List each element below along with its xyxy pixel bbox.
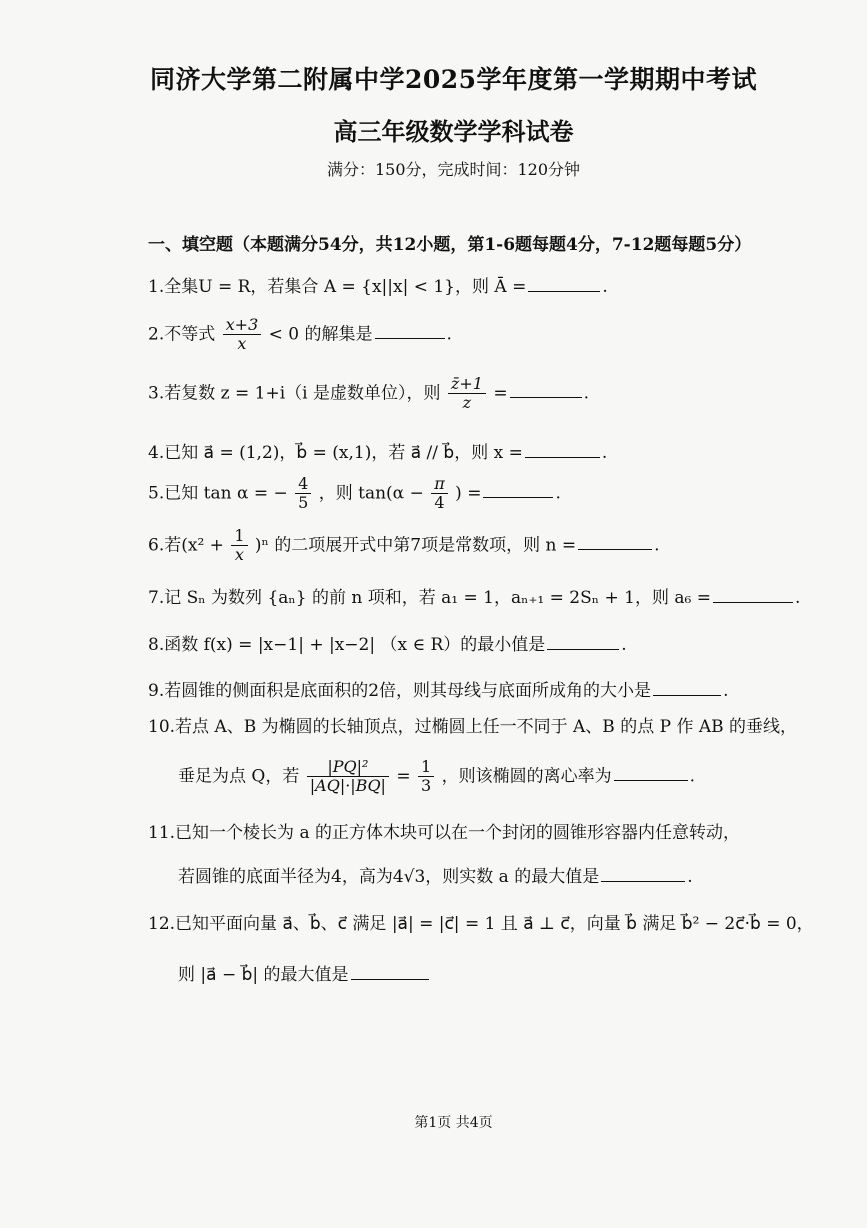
answer-blank bbox=[713, 601, 793, 603]
question-number: 9. bbox=[148, 681, 165, 701]
fraction-denominator: 3 bbox=[421, 776, 432, 796]
question-text: 已知一个棱长为 a 的正方体木块可以在一个封闭的圆锥形容器内任意转动， bbox=[175, 823, 740, 843]
fraction-denominator: z bbox=[462, 393, 472, 413]
fraction bbox=[307, 758, 389, 796]
question-text: < 0 的解集是 bbox=[268, 324, 373, 345]
question-text: 记 Sₙ 为数列 {aₙ} 的前 n 项和，若 a₁ = 1，aₙ₊₁ = 2Sₙ + 1，则 a₆ = bbox=[164, 588, 711, 608]
fraction-numerator: 1 bbox=[418, 758, 434, 777]
answer-blank bbox=[375, 337, 445, 339]
question-5: 5.已知 tan α = − $\frac{4}{5}$ ，则 tan(α − $\frac{\pi}{4}$ ) = . bbox=[148, 474, 561, 513]
fraction-numerator: 1 bbox=[231, 527, 247, 546]
question-text: 若圆锥的底面半径为4，高为4√3，则实数 a 的最大值是 bbox=[178, 867, 600, 887]
fraction bbox=[431, 475, 448, 513]
question-7: 7.记 Sₙ 为数列 {aₙ} 的前 n 项和，若 a₁ = 1，aₙ₊₁ = 2Sₙ + 1，则 a₆ = . bbox=[148, 588, 801, 608]
fraction bbox=[448, 375, 486, 413]
question-text: ) = bbox=[455, 483, 482, 504]
question-text: = bbox=[493, 383, 508, 404]
answer-blank bbox=[614, 779, 688, 781]
question-12-line-2 bbox=[178, 960, 431, 985]
fraction-denominator: 5 bbox=[298, 493, 309, 513]
section-heading: 一、填空题（本题满分54分，共12小题，第1-6题每题4分，7-12题每题5分） bbox=[148, 235, 752, 255]
exam-subtitle: 高三年级数学学科试卷 bbox=[333, 117, 574, 146]
question-text: 函数 f(x) = |x−1| + |x−2| （x ∈ R）的最小值是 bbox=[164, 635, 546, 655]
question-text: 若圆锥的侧面积是底面积的2倍，则其母线与底面所成角的大小是 bbox=[164, 681, 652, 701]
question-10-line-2: 垂足为点 Q，若 $\frac{\text{|PQ|²}}{|AQ|\cdot|BQ|}$ = $\frac{1}{3}$ ，则该椭圆的离心率为 . bbox=[178, 757, 696, 796]
fraction-numerator: |PQ|² bbox=[307, 758, 389, 777]
question-text: ，则 tan(α − bbox=[318, 483, 424, 504]
answer-blank bbox=[653, 694, 721, 696]
fraction-denominator: |AQ|·|BQ| bbox=[309, 776, 386, 796]
question-text: 不等式 bbox=[164, 324, 216, 345]
question-text: 若(x² + bbox=[164, 535, 224, 556]
question-text: 已知 tan α = − bbox=[164, 483, 288, 504]
question-number: 12. bbox=[148, 914, 176, 934]
fraction bbox=[223, 316, 262, 354]
fraction-numerator: x+3 bbox=[223, 316, 262, 335]
question-11-line-2: 若圆锥的底面半径为4，高为4√3，则实数 a 的最大值是 . bbox=[178, 867, 693, 887]
question-1: 1.全集U = R，若集合 A = {x||x| < 1}，则 Ā = . bbox=[148, 277, 608, 297]
fraction-denominator: x bbox=[237, 334, 247, 354]
answer-blank bbox=[578, 548, 652, 550]
question-number: 7. bbox=[148, 588, 165, 608]
question-number: 1. bbox=[148, 277, 165, 297]
question-number: 10. bbox=[148, 717, 176, 737]
question-text: 则 |a⃗ − b⃗| 的最大值是 bbox=[178, 965, 349, 985]
question-9: 9.若圆锥的侧面积是底面积的2倍，则其母线与底面所成角的大小是 . bbox=[148, 681, 729, 701]
question-2: 2.不等式 $\frac{x+3}{x}$ < 0 的解集是 . bbox=[148, 315, 452, 354]
question-number: 11. bbox=[148, 823, 176, 843]
question-text: ，则该椭圆的离心率为 bbox=[441, 766, 612, 787]
question-number: 8. bbox=[148, 635, 165, 655]
question-text: 已知 a⃗ = (1,2)，b⃗ = (x,1)，若 a⃗ // b⃗，则 x = bbox=[164, 443, 523, 463]
question-3: 3.若复数 z = 1+i（i 是虚数单位），则 $\frac{z̄+1}{z}$ = . bbox=[148, 374, 589, 413]
question-text: )ⁿ 的二项展开式中第7项是常数项，则 n = bbox=[254, 535, 577, 556]
fraction bbox=[295, 475, 311, 513]
question-12 bbox=[148, 909, 814, 934]
fraction-numerator: 4 bbox=[295, 475, 311, 494]
fraction-numerator: π bbox=[431, 475, 448, 494]
answer-blank bbox=[547, 648, 619, 650]
question-11 bbox=[148, 818, 740, 843]
answer-blank bbox=[525, 456, 600, 458]
fraction-numerator: z̄+1 bbox=[448, 375, 486, 394]
fraction-denominator: x bbox=[234, 545, 244, 565]
question-text: 全集U = R，若集合 A = {x||x| < 1}，则 Ā = bbox=[164, 277, 527, 297]
answer-blank bbox=[483, 496, 553, 498]
answer-blank bbox=[351, 978, 429, 980]
exam-title: 同济大学第二附属中学2025学年度第一学期期中考试 bbox=[149, 65, 758, 94]
question-text: 垂足为点 Q，若 bbox=[178, 766, 300, 787]
question-10 bbox=[148, 712, 797, 737]
question-number: 4. bbox=[148, 443, 165, 463]
question-4: 4.已知 a⃗ = (1,2)，b⃗ = (x,1)，若 a⃗ // b⃗，则 x = . bbox=[148, 443, 608, 463]
question-text: 若点 A、B 为椭圆的长轴顶点，过椭圆上任一不同于 A、B 的点 P 作 AB 的垂线， bbox=[175, 717, 798, 737]
answer-blank bbox=[601, 880, 685, 882]
question-text: 若复数 z = 1+i（i 是虚数单位），则 bbox=[164, 383, 441, 404]
fraction bbox=[231, 527, 247, 565]
page-footer: 第1页 共4页 bbox=[414, 1115, 493, 1131]
question-text: 已知平面向量 a⃗、b⃗、c⃗ 满足 |a⃗| = |c⃗| = 1 且 a⃗ ⊥ c⃗，向量 b⃗ 满足 b⃗² − 2c⃗·b⃗ = 0， bbox=[175, 914, 814, 934]
fraction bbox=[418, 758, 434, 796]
question-number: 6. bbox=[148, 535, 165, 556]
answer-blank bbox=[528, 290, 600, 292]
question-number: 3. bbox=[148, 383, 165, 404]
question-number: 2. bbox=[148, 324, 165, 345]
answer-blank bbox=[510, 396, 582, 398]
exam-meta: 满分：150分，完成时间：120分钟 bbox=[326, 160, 581, 179]
fraction-denominator: 4 bbox=[434, 493, 445, 513]
question-8: 8.函数 f(x) = |x−1| + |x−2| （x ∈ R）的最小值是 . bbox=[148, 635, 627, 655]
question-number: 5. bbox=[148, 483, 165, 504]
question-6: 6.若(x² + $\frac{1}{x}$ )ⁿ 的二项展开式中第7项是常数项，则 n = . bbox=[148, 526, 660, 565]
